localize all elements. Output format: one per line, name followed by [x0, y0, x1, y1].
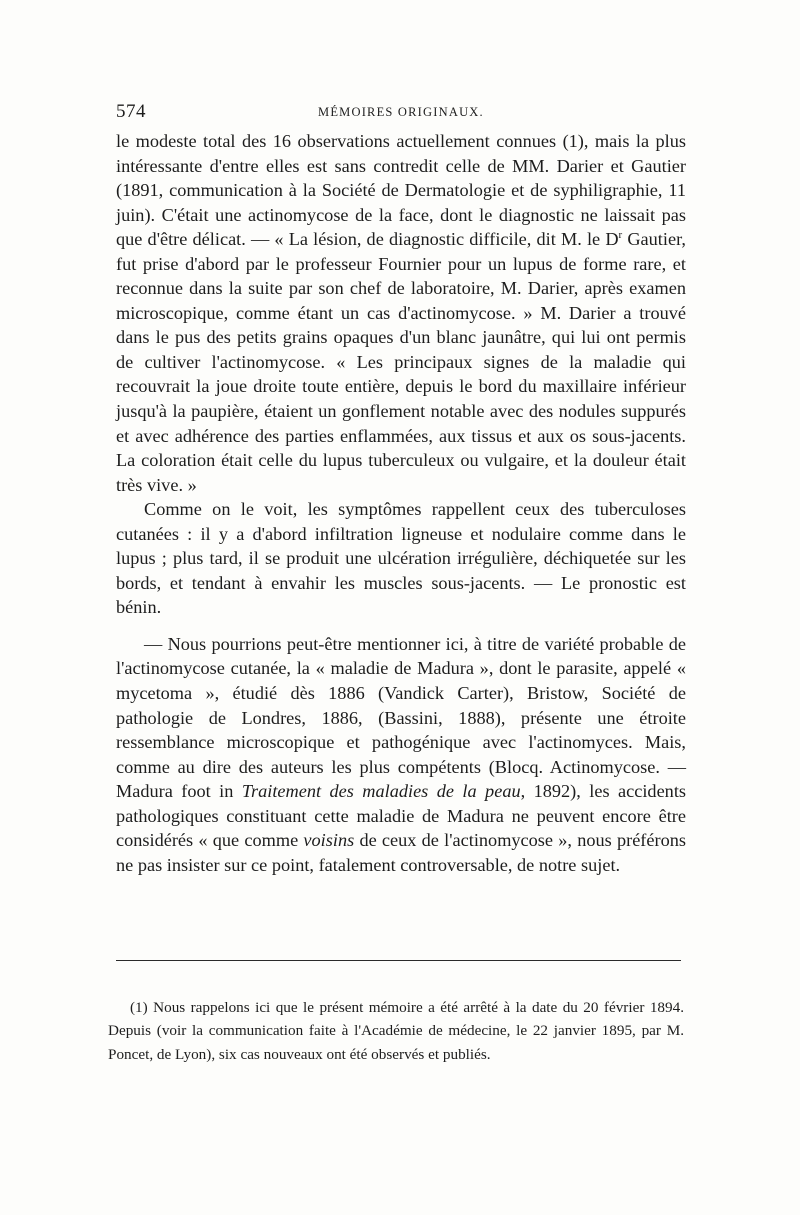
- page-header: [116, 101, 686, 125]
- paragraph-2: Comme on le voit, les symptômes rappellent ceux des tuberculoses cutanées : il y a d'abord infiltration ligneuse et nodulaire comme dans le lupus ; plus tard, il se produit une ulcération irrégulière, déchiquetée sur les bords, et tendant à envahir les muscles sous-jacents. — Le pronostic est bénin.: [116, 499, 686, 618]
- voisins-italic: voisins: [303, 830, 355, 851]
- paragraph-1: [116, 129, 686, 497]
- paragraph-1-text-b: Gautier, fut prise d'abord par le professeur Fournier pour un lupus de forme rare, et reconnue dans la suite par son chef de laboratoire, M. Darier, après examen microscopique, comme étant un cas d'actinomycose. » M. Darier a trouvé dans le pus des petits grains opaques d'un blanc jaunâtre, qui lui ont permis de cultiver l'actinomycose. « Les principaux signes de la maladie qui recouvrait la joue droite toute entière, depuis le bord du maxillaire inférieur jusqu'à la paupière, étaient un gonflement notable avec des nodules suppurés et avec adhérence des parties enflammées, aux tissus et aux os sous-jacents. La coloration était celle du lupus tuberculeux ou vulgaire, et la douleur était très vive. »: [116, 229, 686, 495]
- book-title-italic: Traitement des maladies de la peau: [241, 781, 521, 802]
- paragraph-3-text-c: de ceux de l'actinomycose », nous préférons ne pas insister sur ce point, fatalement controversable, de notre sujet.: [116, 830, 686, 875]
- running-head: MÉMOIRES ORIGINAUX.: [318, 105, 484, 119]
- footnote-divider: [116, 960, 681, 961]
- footnote-text: (1) Nous rappelons ici que le présent mémoire a été arrêté à la date du 20 février 1894. Depuis (voir la communication faite à l'Académie de médecine, le 22 janvier 1895, par M. Poncet, de Lyon), six cas nouveaux ont été observés et publiés.: [108, 999, 684, 1063]
- paragraph-3-text-a: — Nous pourrions peut-être mentionner ici, à titre de variété probable de l'actinomycose cutanée, la « maladie de Madura », dont le parasite, appelé « mycetoma », étudié dès 1886 (Vandick Carter), Bristow, Société de pathologie de Londres, 1886, (Bassini, 1888), présente une étroite ressemblance microscopique et pathogénique avec l'actinomyces. Mais, comme au dire des auteurs les plus compétents (Blocq. Actinomycose. — Madura foot in: [116, 633, 686, 802]
- page-number: 574: [116, 101, 146, 122]
- doctor-abbrev-superscript: r: [618, 229, 623, 242]
- footnote: [108, 996, 684, 1066]
- paragraph-1-text-a: le modeste total des 16 observations actuellement connues (1), mais la plus intéressante d'entre elles est sans contredit celle de MM. Darier et Gautier (1891, communication à la Société de Dermatologie et de syphiligraphie, 11 juin). C'était une actinomycose de la face, dont le diagnostic ne laissait pas que d'être délicat. — « La lésion, de diagnostic difficile, dit M. le D: [116, 131, 686, 250]
- paragraph-3: [116, 632, 686, 877]
- body-text: [116, 129, 686, 877]
- paragraph-3-text-b: , 1892), les accidents pathologiques constituant cette maladie de Madura ne peuvent encore être considérés « que comme: [116, 781, 687, 851]
